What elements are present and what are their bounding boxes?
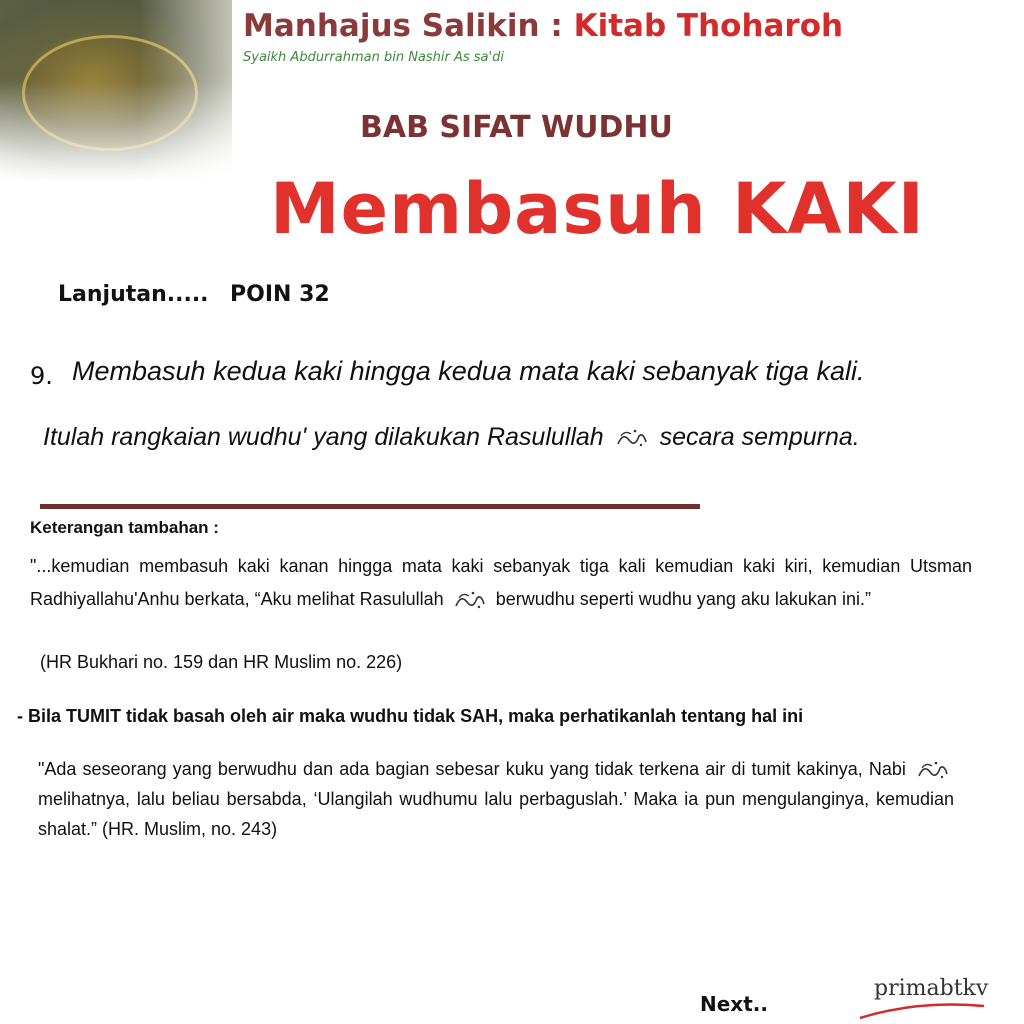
chapter-heading: BAB SIFAT WUDHU (360, 110, 673, 145)
salawat-icon (615, 426, 649, 450)
point-label: POIN 32 (230, 282, 330, 307)
additional-notes-heading: Keterangan tambahan : (30, 518, 219, 537)
brand-logo-text: primabtkv (874, 976, 989, 1001)
main-title: Membasuh KAKI (270, 168, 925, 250)
kitab-cover-image (0, 0, 232, 180)
section-divider (40, 504, 700, 509)
header-subtitle: Syaikh Abdurrahman bin Nashir As sa'di (243, 50, 504, 65)
hadith-paragraph (38, 754, 954, 844)
salawat-icon (453, 588, 487, 612)
header-title-series: Manhajus Salikin : (243, 8, 574, 44)
hadith-reference: (HR Bukhari no. 159 dan HR Muslim no. 226) (40, 652, 403, 672)
summary-text-before: Itulah rangkaian wudhu' yang dilakukan Rasulullah (43, 423, 604, 451)
header-title-book: Kitab Thoharoh (573, 8, 844, 44)
notes-text-before: "...kemudian membasuh kaki kanan hingga mata kaki sebanyak tiga kali kemudian kaki kiri, kemudian Utsman Radhiyallahu'Anhu berkata, “Aku melihat Rasulullah (30, 556, 972, 609)
notes-text-after: berwudhu seperti wudhu yang aku lakukan ini.” (495, 589, 871, 609)
hadith-text-before: "Ada seseorang yang berwudhu dan ada bagian sebesar kuku yang tidak terkena air di tumit kakinya, Nabi (38, 759, 906, 779)
item-number: 9. (30, 362, 53, 390)
brand-swoosh-icon (858, 1000, 986, 1022)
heel-warning: - Bila TUMIT tidak basah oleh air maka wudhu tidak SAH, maka perhatikanlah tentang hal ini (17, 706, 804, 726)
hadith-text-after: melihatnya, lalu beliau bersabda, ‘Ulangilah wudhumu lalu perbaguslah.’ Maka ia pun mengulanginya, kemudian shalat.” (HR. Muslim, no. 243) (38, 789, 954, 839)
header-title (243, 8, 843, 44)
salawat-icon (916, 758, 950, 782)
summary-text-after: secara sempurna. (659, 423, 860, 451)
summary-line (43, 423, 860, 452)
continuation-label: Lanjutan..... (58, 282, 209, 307)
additional-notes-paragraph (30, 550, 972, 616)
item-text: Membasuh kedua kaki hingga kedua mata kaki sebanyak tiga kali. (72, 356, 865, 386)
next-label: Next.. (700, 992, 768, 1016)
kitab-seal-ornament (22, 35, 198, 151)
